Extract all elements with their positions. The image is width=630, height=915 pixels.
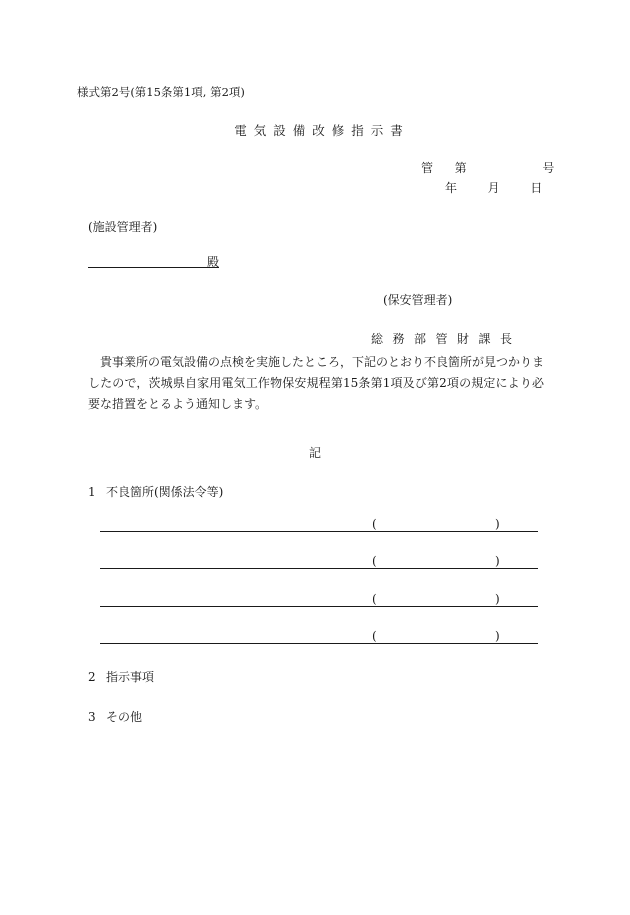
paren-close: ) bbox=[495, 554, 500, 568]
date-day: 日 bbox=[530, 181, 543, 195]
document-number-suffix: 号 bbox=[542, 161, 555, 175]
security-manager-name: 総務部管財課長 bbox=[371, 332, 522, 346]
paren-close: ) bbox=[495, 629, 500, 643]
defect-entry-row bbox=[100, 591, 538, 607]
document-date bbox=[445, 179, 542, 196]
item-number: 2 bbox=[88, 670, 96, 684]
item-number: 1 bbox=[88, 485, 96, 499]
related-law-line bbox=[372, 606, 538, 607]
item-number: 3 bbox=[88, 710, 96, 724]
security-manager-label: (保安管理者) bbox=[383, 293, 453, 307]
addressee-honorific: 殿 bbox=[206, 255, 219, 269]
item-label: 指示事項 bbox=[106, 670, 155, 684]
section-heading: 記 bbox=[308, 446, 321, 460]
item-label: 不良箇所(関係法令等) bbox=[106, 485, 224, 499]
defect-entry-row bbox=[100, 516, 538, 532]
notice-body-text: 貴事業所の電気設備の点検を実施したところ，下記のとおり不良箇所が見つかりましたので，茨城県自家用電気工作物保安規程第15条第1項及び第2項の規定により必要な措置をとるよう通知します。 bbox=[88, 355, 545, 411]
related-law-line bbox=[372, 643, 538, 644]
defect-entry-row bbox=[100, 553, 538, 569]
defect-description-line bbox=[100, 606, 372, 607]
document-number-office: 管 bbox=[421, 161, 434, 175]
paren-open: ( bbox=[372, 517, 377, 531]
document-title: 電気設備改修指示書 bbox=[234, 123, 410, 138]
item-other-heading bbox=[88, 708, 142, 725]
document-number bbox=[421, 159, 554, 176]
form-number-label: 様式第2号(第15条第1項, 第2項) bbox=[77, 85, 245, 99]
defect-entry-row bbox=[100, 628, 538, 644]
paren-close: ) bbox=[495, 592, 500, 606]
related-law-line bbox=[372, 531, 538, 532]
document-number-prefix: 第 bbox=[454, 161, 467, 175]
date-year: 年 bbox=[445, 181, 458, 195]
date-month: 月 bbox=[487, 181, 500, 195]
related-law-line bbox=[372, 568, 538, 569]
item-instructions-heading bbox=[88, 668, 154, 685]
paren-open: ( bbox=[372, 592, 377, 606]
paren-open: ( bbox=[372, 554, 377, 568]
paren-close: ) bbox=[495, 517, 500, 531]
defect-description-line bbox=[100, 568, 372, 569]
item-defects-heading bbox=[88, 483, 223, 500]
addressee-blank-line bbox=[88, 267, 219, 268]
facility-manager-label: (施設管理者) bbox=[88, 220, 158, 234]
defect-description-line bbox=[100, 643, 372, 644]
item-label: その他 bbox=[106, 710, 143, 724]
paren-open: ( bbox=[372, 629, 377, 643]
defect-description-line bbox=[100, 531, 372, 532]
